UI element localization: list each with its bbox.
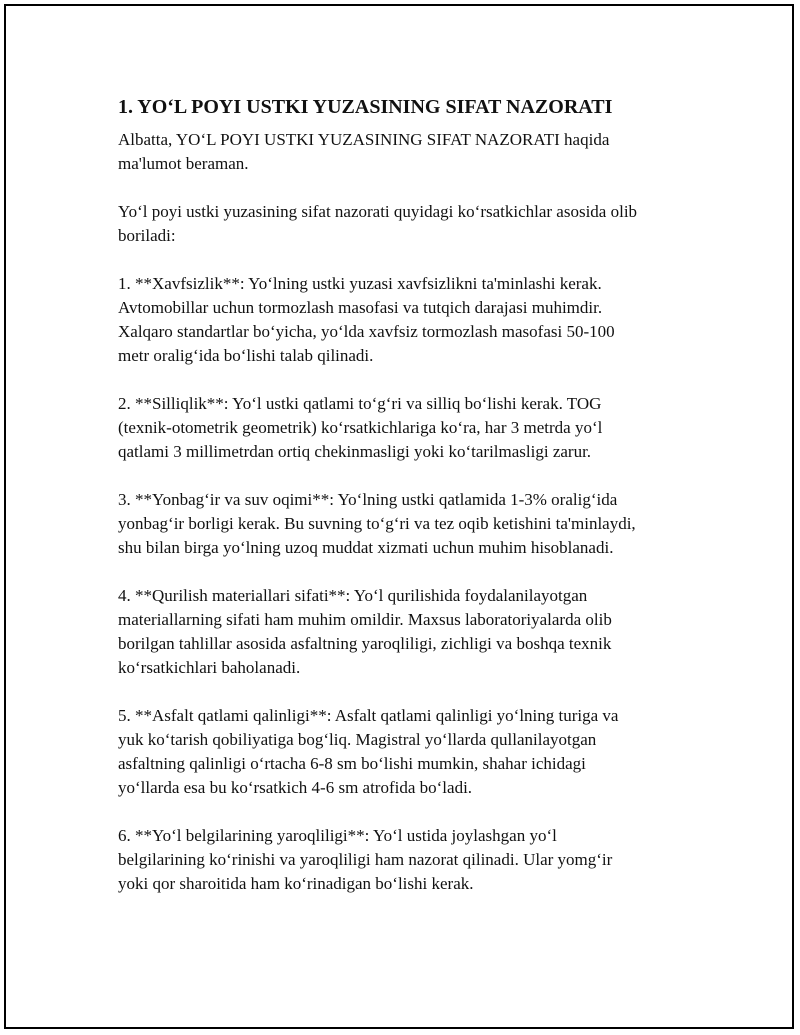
- document-body: [118, 94, 698, 920]
- paragraph-intro: [118, 128, 698, 176]
- text-line: Albatta, YO‘L POYI USTKI YUZASINING SIFAT NAZORATI haqida: [118, 130, 610, 149]
- text-line: 1. **Xavfsizlik**: Yo‘lning ustki yuzasi xavfsizlikni ta'minlashi kerak.: [118, 274, 602, 293]
- text-line: borilgan tahlillar asosida asfaltning yaroqliligi, zichligi va boshqa texnik: [118, 634, 612, 653]
- paragraph-item-safety: [118, 272, 698, 368]
- text-line: (texnik-otometrik geometrik) ko‘rsatkichlariga ko‘ra, har 3 metrda yo‘l: [118, 418, 603, 437]
- text-line: yoki qor sharoitida ham ko‘rinadigan bo‘lishi kerak.: [118, 874, 474, 893]
- text-line: yuk ko‘tarish qobiliyatiga bog‘liq. Magistral yo‘llarda qullanilayotgan: [118, 730, 597, 749]
- text-line: belgilarining ko‘rinishi va yaroqliligi ham nazorat qilinadi. Ular yomg‘ir: [118, 850, 613, 869]
- paragraph-item-road-signs: [118, 824, 698, 896]
- text-line: Avtomobillar uchun tormozlash masofasi va tutqich darajasi muhimdir.: [118, 298, 603, 317]
- paragraph-item-asphalt-thickness: [118, 704, 698, 800]
- text-line: yo‘llarda esa bu ko‘rsatkich 4-6 sm atrofida bo‘ladi.: [118, 778, 473, 797]
- text-line: qatlami 3 millimetrdan ortiq chekinmasligi yoki ko‘tarilmasligi zarur.: [118, 442, 592, 461]
- paragraph-item-smoothness: [118, 392, 698, 464]
- text-line: materiallarning sifati ham muhim omildir. Maxsus laboratoriyalarda olib: [118, 610, 612, 629]
- text-line: Xalqaro standartlar bo‘yicha, yo‘lda xavfsiz tormozlash masofasi 50-100: [118, 322, 615, 341]
- paragraph-item-slope-drainage: [118, 488, 698, 560]
- text-line: boriladi:: [118, 226, 176, 245]
- text-line: 3. **Yonbag‘ir va suv oqimi**: Yo‘lning ustki qatlamida 1-3% oralig‘ida: [118, 490, 618, 509]
- text-line: 6. **Yo‘l belgilarining yaroqliligi**: Yo‘l ustida joylashgan yo‘l: [118, 826, 557, 845]
- text-line: 2. **Silliqlik**: Yo‘l ustki qatlami to‘g‘ri va silliq bo‘lishi kerak. TOG: [118, 394, 602, 413]
- text-line: 5. **Asfalt qatlami qalinligi**: Asfalt qatlami qalinligi yo‘lning turiga va: [118, 706, 619, 725]
- text-line: shu bilan birga yo‘lning uzoq muddat xizmati uchun muhim hisoblanadi.: [118, 538, 614, 557]
- document-title: 1. YO‘L POYI USTKI YUZASINING SIFAT NAZORATI: [118, 96, 613, 118]
- text-line: ma'lumot beraman.: [118, 154, 249, 173]
- text-line: metr oralig‘ida bo‘lishi talab qilinadi.: [118, 346, 374, 365]
- text-line: Yo‘l poyi ustki yuzasining sifat nazorati quyidagi ko‘rsatkichlar asosida olib: [118, 202, 638, 221]
- text-line: yonbag‘ir borligi kerak. Bu suvning to‘g‘ri va tez oqib ketishini ta'minlaydi,: [118, 514, 636, 533]
- paragraph-lead: [118, 200, 698, 248]
- text-line: 4. **Qurilish materiallari sifati**: Yo‘l qurilishida foydalanilayotgan: [118, 586, 588, 605]
- paragraph-item-materials: [118, 584, 698, 680]
- text-line: asfaltning qalinligi o‘rtacha 6-8 sm bo‘lishi mumkin, shahar ichidagi: [118, 754, 586, 773]
- text-line: ko‘rsatkichlari baholanadi.: [118, 658, 301, 677]
